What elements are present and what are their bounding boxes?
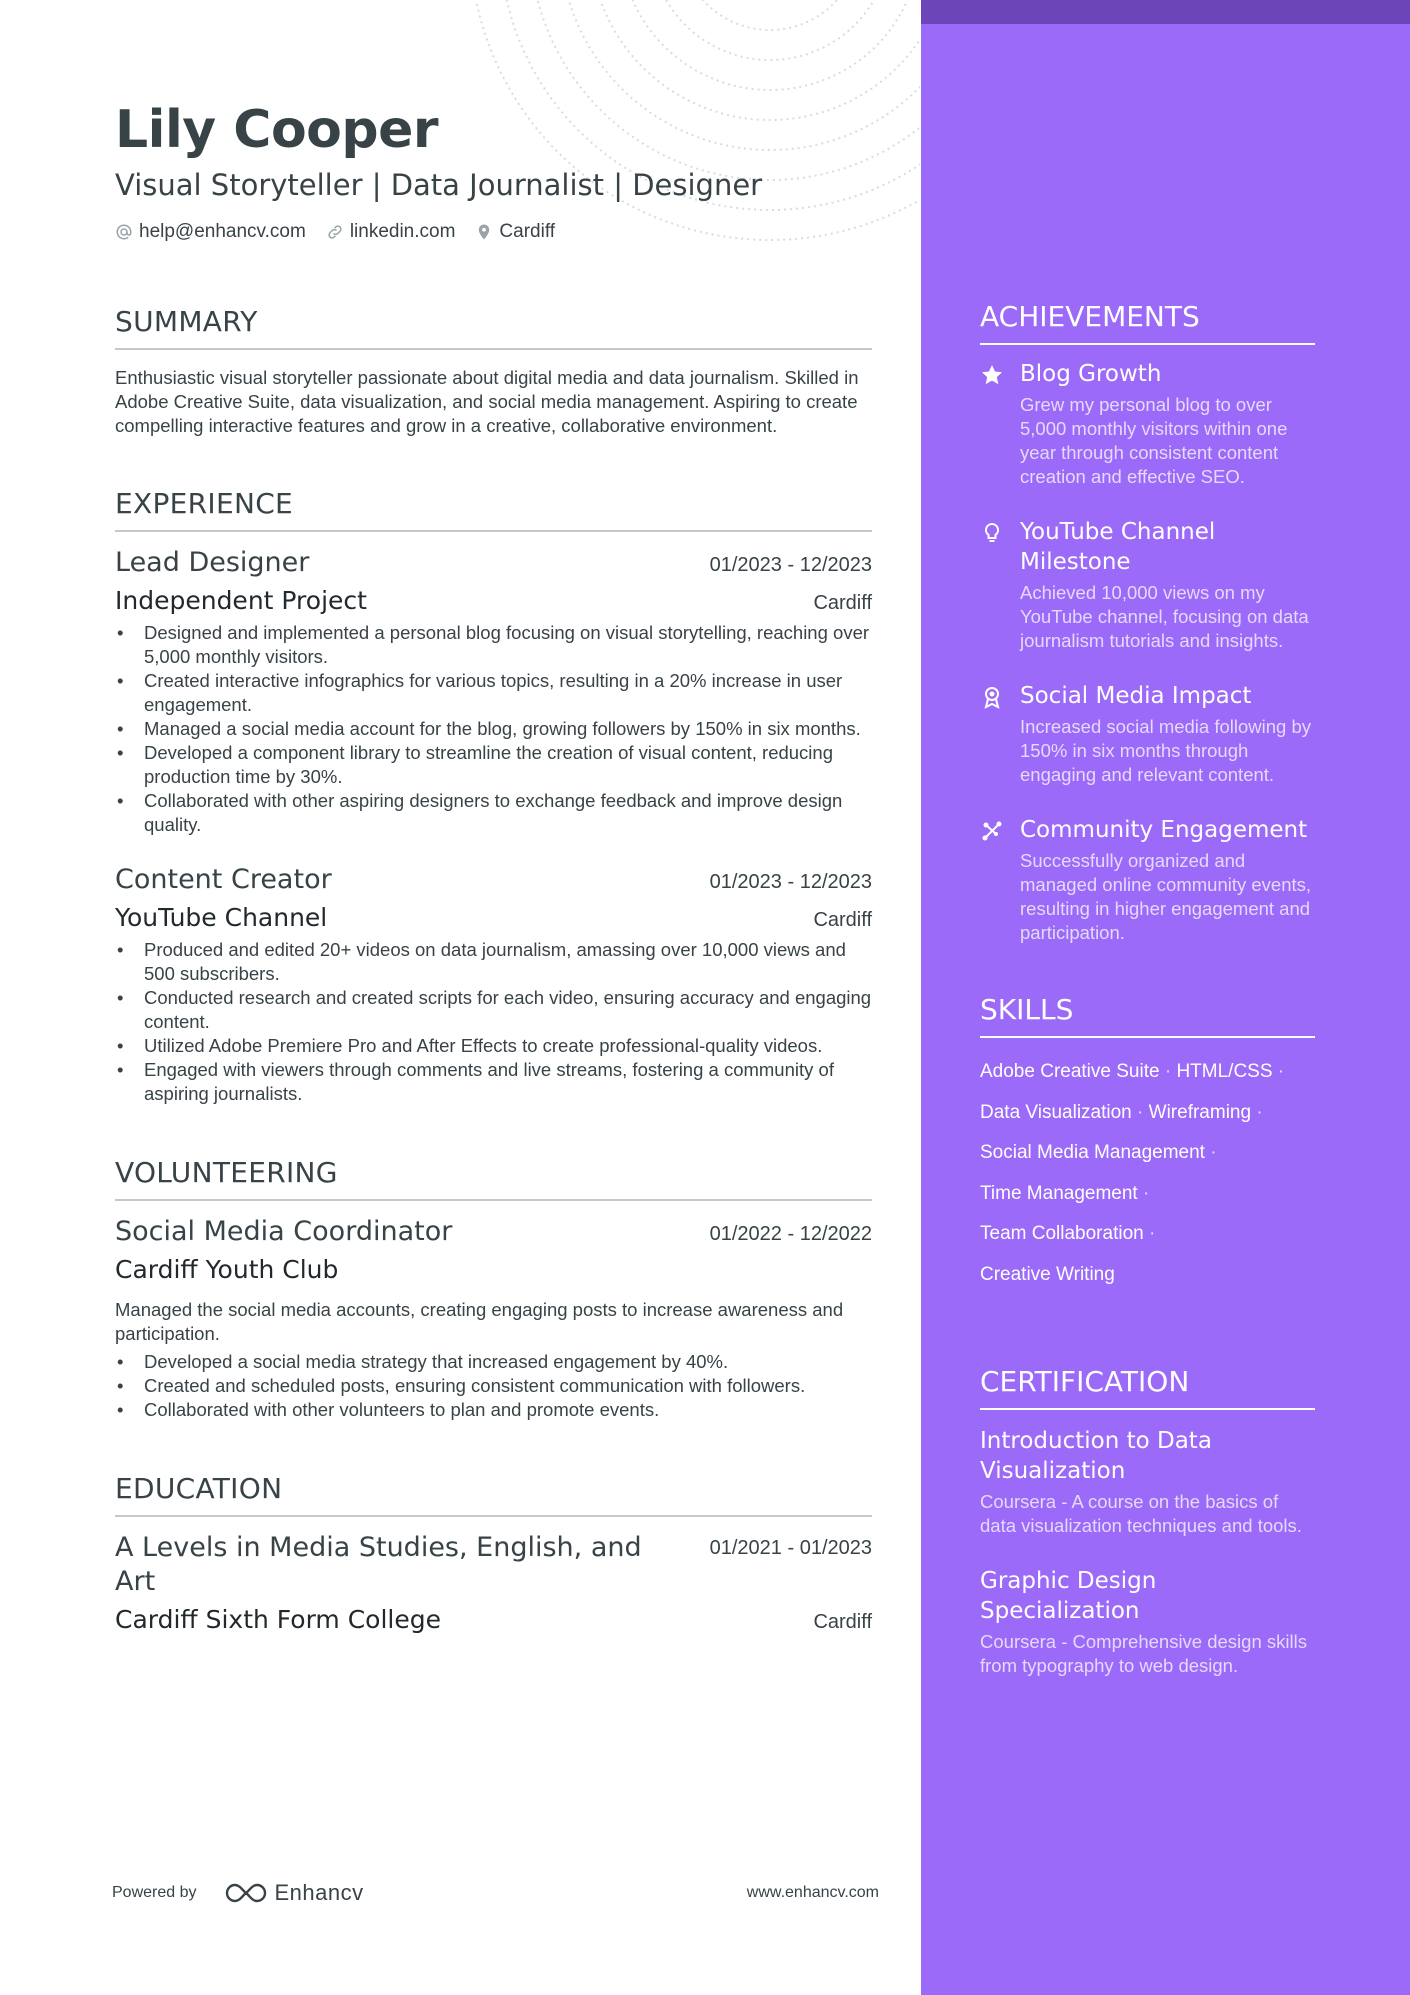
skill-item: Adobe Creative Suite [980,1061,1160,1082]
powered-by [112,1880,364,1906]
bullet-list [115,938,872,1106]
job-dates: 01/2023 - 12/2023 [709,871,872,893]
main-column [115,95,872,1634]
achievement-desc: Successfully organized and managed online community events, resulting in higher engagement and participation. [1020,850,1312,943]
experience-section [115,487,872,1106]
candidate-name: Lily Cooper [115,100,439,160]
location-pin-icon [475,223,493,241]
skill-item: Data Visualization [980,1101,1132,1123]
certification-desc: Coursera - Comprehensive design skills from typography to web design. [980,1631,1307,1676]
certification-title: Graphic Design Specialization [980,1568,1157,1624]
education-entry [115,1531,872,1634]
summary-text: Enthusiastic visual storyteller passionate about digital media and data journalism. Skilled in Adobe Creative Suite, data visualization, and social media management. Aspiring to create compelling interactive features and grow in a creative, collaborative environment. [115,367,859,436]
company-name: YouTube Channel [115,903,328,932]
volunteer-dates: 01/2022 - 12/2022 [709,1223,872,1245]
bullet-item: • Designed and implemented a personal blog focusing on visual storytelling, reaching over 5,000 monthly visitors. [115,621,872,669]
volunteer-role: Social Media Coordinator [115,1216,453,1247]
volunteer-description: Managed the social media accounts, creating engaging posts to increase awareness and participation. [115,1299,844,1344]
certification-title: Introduction to Data Visualization [980,1428,1212,1484]
job-dates: 01/2023 - 12/2023 [709,554,872,576]
powered-by-label: Powered by [112,1884,197,1901]
achievement-desc: Increased social media following by 150% in six months through engaging and relevant content. [1020,716,1312,785]
job-location: Cardiff [813,909,872,931]
email-text: help@enhancv.com [139,221,306,242]
degree-title: A Levels in Media Studies, English, and Art [115,1532,642,1597]
contact-location [475,221,555,243]
experience-entry [115,863,872,1106]
achievement-desc: Achieved 10,000 views on my YouTube channel, focusing on data journalism tutorials and insights. [1020,582,1309,651]
section-title: CERTIFICATION [980,1365,1315,1410]
organization-name: Cardiff Youth Club [115,1255,339,1284]
website-link[interactable]: www.enhancv.com [746,1884,879,1901]
bullet-item: • Created interactive infographics for various topics, resulting in a 20% increase in user engagement. [115,669,872,717]
bullet-item: • Developed a component library to streamline the creation of visual content, reducing production time by 30%. [115,741,872,789]
sidebar-top-band [921,0,1410,24]
job-location: Cardiff [813,592,872,614]
contact-email[interactable] [115,221,306,243]
bullet-item: • Collaborated with other volunteers to plan and promote events. [115,1398,872,1422]
section-title: SUMMARY [115,305,872,350]
sidebar-content [980,300,1315,1678]
section-title: VOLUNTEERING [115,1156,872,1201]
skills-section [980,993,1315,1295]
headline: Visual Storyteller | Data Journalist | Designer [115,168,763,202]
skill-item: Social Media Management [980,1142,1205,1163]
bullet-item: • Engaged with viewers through comments and live streams, fostering a community of aspiring journalists. [115,1058,872,1106]
summary-section [115,305,872,438]
skills-list: Adobe Creative Suite · HTML/CSS · Data Visualization · Wireframing · Social Media Management · Time Management · Team Collaboration · Creative Writing [980,1061,1285,1285]
job-title: Lead Designer [115,547,310,578]
company-name: Independent Project [115,586,367,615]
contact-info [115,221,872,243]
brand-name: Enhancv [274,1880,364,1905]
volunteering-entry [115,1215,872,1422]
star-icon [980,363,1004,387]
volunteering-section [115,1156,872,1422]
skill-item: Time Management [980,1182,1138,1204]
bullet-item: • Developed a social media strategy that increased engagement by 40%. [115,1350,872,1374]
section-title: EDUCATION [115,1472,872,1517]
skill-item: Team Collaboration [980,1223,1144,1244]
education-section [115,1472,872,1634]
enhancv-logo[interactable] [223,1880,364,1906]
bullet-item: • Utilized Adobe Premiere Pro and After Effects to create professional-quality videos. [115,1034,872,1058]
infinity-logo-icon [223,1881,269,1905]
achievement-desc: Grew my personal blog to over 5,000 monthly visitors within one year through consistent content creation and effective SEO. [1020,394,1288,487]
section-title: ACHIEVEMENTS [980,300,1315,345]
achievement-title: YouTube Channel Milestone [1020,519,1216,575]
network-icon [980,819,1004,843]
award-icon [980,685,1004,709]
achievement-item [980,517,1315,653]
achievement-item [980,359,1315,489]
school-location: Cardiff [813,1611,872,1633]
experience-entry [115,546,872,837]
sidebar [921,0,1410,1995]
education-dates: 01/2021 - 01/2023 [709,1537,872,1559]
skill-item: Wireframing [1148,1101,1252,1123]
bullet-item: • Managed a social media account for the blog, growing followers by 150% in six months. [115,717,872,741]
school-name: Cardiff Sixth Form College [115,1605,442,1634]
bullet-list [115,1350,872,1422]
section-title: EXPERIENCE [115,487,872,532]
lightbulb-icon [980,521,1004,545]
location-text: Cardiff [499,221,556,242]
certification-item [980,1426,1315,1538]
bullet-list [115,621,872,837]
certification-item [980,1566,1315,1678]
certification-section [980,1365,1315,1678]
bullet-item: • Collaborated with other aspiring designers to exchange feedback and improve design quality. [115,789,872,837]
linkedin-text: linkedin.com [349,221,456,242]
at-icon [115,223,133,241]
bullet-item: • Conducted research and created scripts for each video, ensuring accuracy and engaging content. [115,986,872,1034]
achievement-item [980,815,1315,945]
footer [112,1880,879,1906]
achievement-title: Community Engagement [1020,817,1308,843]
contact-linkedin[interactable] [326,221,456,243]
bullet-item: • Produced and edited 20+ videos on data journalism, amassing over 10,000 views and 500 subscribers. [115,938,872,986]
bullet-item: • Created and scheduled posts, ensuring consistent communication with followers. [115,1374,872,1398]
link-icon [326,223,344,241]
achievement-title: Blog Growth [1020,361,1162,387]
section-title: SKILLS [980,993,1315,1038]
skill-item: Creative Writing [980,1263,1115,1285]
achievement-item [980,681,1315,787]
job-title: Content Creator [115,864,332,895]
achievements-section [980,300,1315,945]
achievement-title: Social Media Impact [1020,683,1252,709]
skill-item: HTML/CSS [1176,1061,1273,1082]
certification-desc: Coursera - A course on the basics of data visualization techniques and tools. [980,1491,1302,1536]
